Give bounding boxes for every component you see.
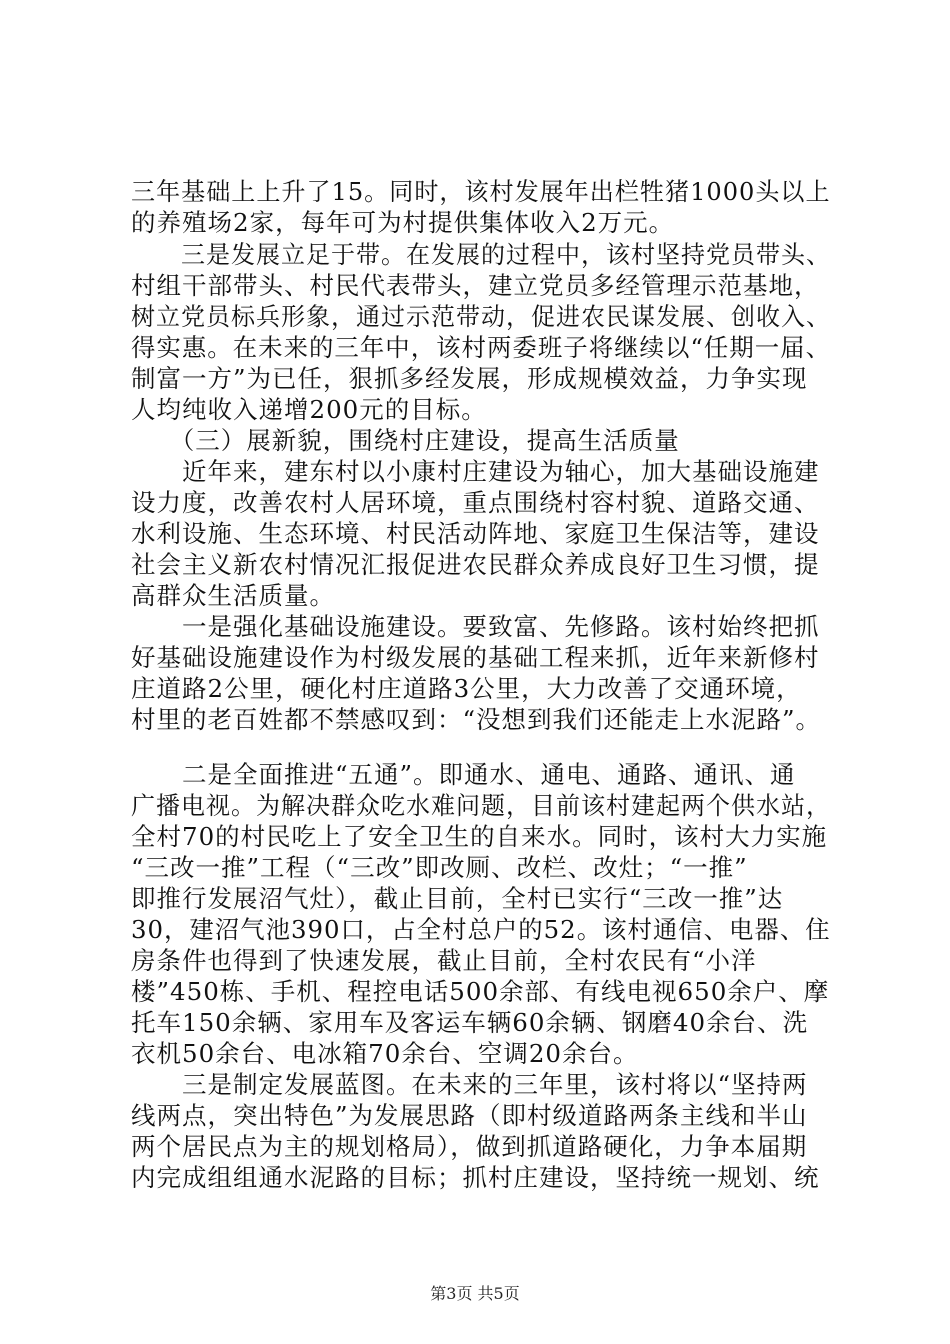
paragraph-line: 庄道路2公里，硬化村庄道路3公里，大力改善了交通环境，	[131, 674, 802, 703]
paragraph-line: 托车150余辆、家用车及客运车辆60余辆、钢磨40余台、洗	[131, 1008, 809, 1037]
paragraph-line: 三年基础上上升了15。同时，该村发展年出栏牲猪1000头以上	[131, 177, 831, 206]
paragraph-line: 村里的老百姓都不禁感叹到：“没想到我们还能走上水泥路”。	[131, 705, 822, 734]
paragraph-line: 二是全面推进“五通”。即通水、通电、通路、通讯、通	[131, 760, 796, 789]
paragraph-line: “三改一推”工程（“三改”即改厕、改栏、改灶；“一推”	[131, 853, 748, 882]
paragraph-line: 水利设施、生态环境、村民活动阵地、家庭卫生保洁等，建设	[131, 519, 820, 548]
paragraph-line: 村组干部带头、村民代表带头，建立党员多经管理示范基地，	[131, 271, 820, 300]
paragraph-line: 社会主义新农村情况汇报促进农民群众养成良好卫生习惯，提	[131, 550, 820, 579]
paragraph-line: 30，建沼气池390口，占全村总户的52。该村通信、电器、住	[131, 915, 831, 944]
paragraph-line: 两个居民点为主的规划格局），做到抓道路硬化，力争本届期	[131, 1132, 808, 1161]
section-heading: （三）展新貌，围绕村庄建设，提高生活质量	[131, 426, 680, 455]
paragraph-line: 楼”450栋、手机、程控电话500余部、有线电视650余户、摩	[131, 977, 830, 1006]
paragraph-line: 三是发展立足于带。在发展的过程中，该村坚持党员带头、	[131, 240, 831, 269]
paragraph-line: 内完成组组通水泥路的目标；抓村庄建设，坚持统一规划、统	[131, 1163, 820, 1192]
paragraph-line: 设力度，改善农村人居环境，重点围绕村容村貌、道路交通、	[131, 488, 820, 517]
paragraph-line: 树立党员标兵形象，通过示范带动，促进农民谋发展、创收入、	[131, 302, 831, 331]
paragraph-line: 线两点，突出特色”为发展思路（即村级道路两条主线和半山	[131, 1101, 808, 1130]
paragraph-line: 的养殖场2家，每年可为村提供集体收入2万元。	[131, 208, 675, 237]
page-number-footer: 第3页 共5页	[430, 1284, 520, 1303]
paragraph-line: 人均纯收入递增200元的目标。	[131, 395, 487, 424]
paragraph-line: 高群众生活质量。	[131, 581, 335, 610]
paragraph-line: 即推行发展沼气灶），截止目前，全村已实行“三改一推”达	[131, 884, 784, 913]
paragraph-line: 衣机50余台、电冰箱70余台、空调20余台。	[131, 1039, 639, 1068]
paragraph-line: 广播电视。为解决群众吃水难问题，目前该村建起两个供水站，	[131, 791, 831, 820]
paragraph-line: 房条件也得到了快速发展，截止目前，全村农民有“小洋	[131, 946, 757, 975]
paragraph-line: 得实惠。在未来的三年中，该村两委班子将继续以“任期一届、	[131, 333, 832, 362]
paragraph-line: 制富一方”为已任，狠抓多经发展，形成规模效益，力争实现	[131, 364, 808, 393]
paragraph-line: 好基础设施建设作为村级发展的基础工程来抓，近年来新修村	[131, 643, 820, 672]
paragraph-line: 一是强化基础设施建设。要致富、先修路。该村始终把抓	[131, 612, 820, 641]
paragraph-line: 三是制定发展蓝图。在未来的三年里，该村将以“坚持两	[131, 1070, 808, 1099]
paragraph-line: 全村70的村民吃上了安全卫生的自来水。同时，该村大力实施	[131, 822, 828, 851]
paragraph-line: 近年来，建东村以小康村庄建设为轴心，加大基础设施建	[131, 457, 820, 486]
